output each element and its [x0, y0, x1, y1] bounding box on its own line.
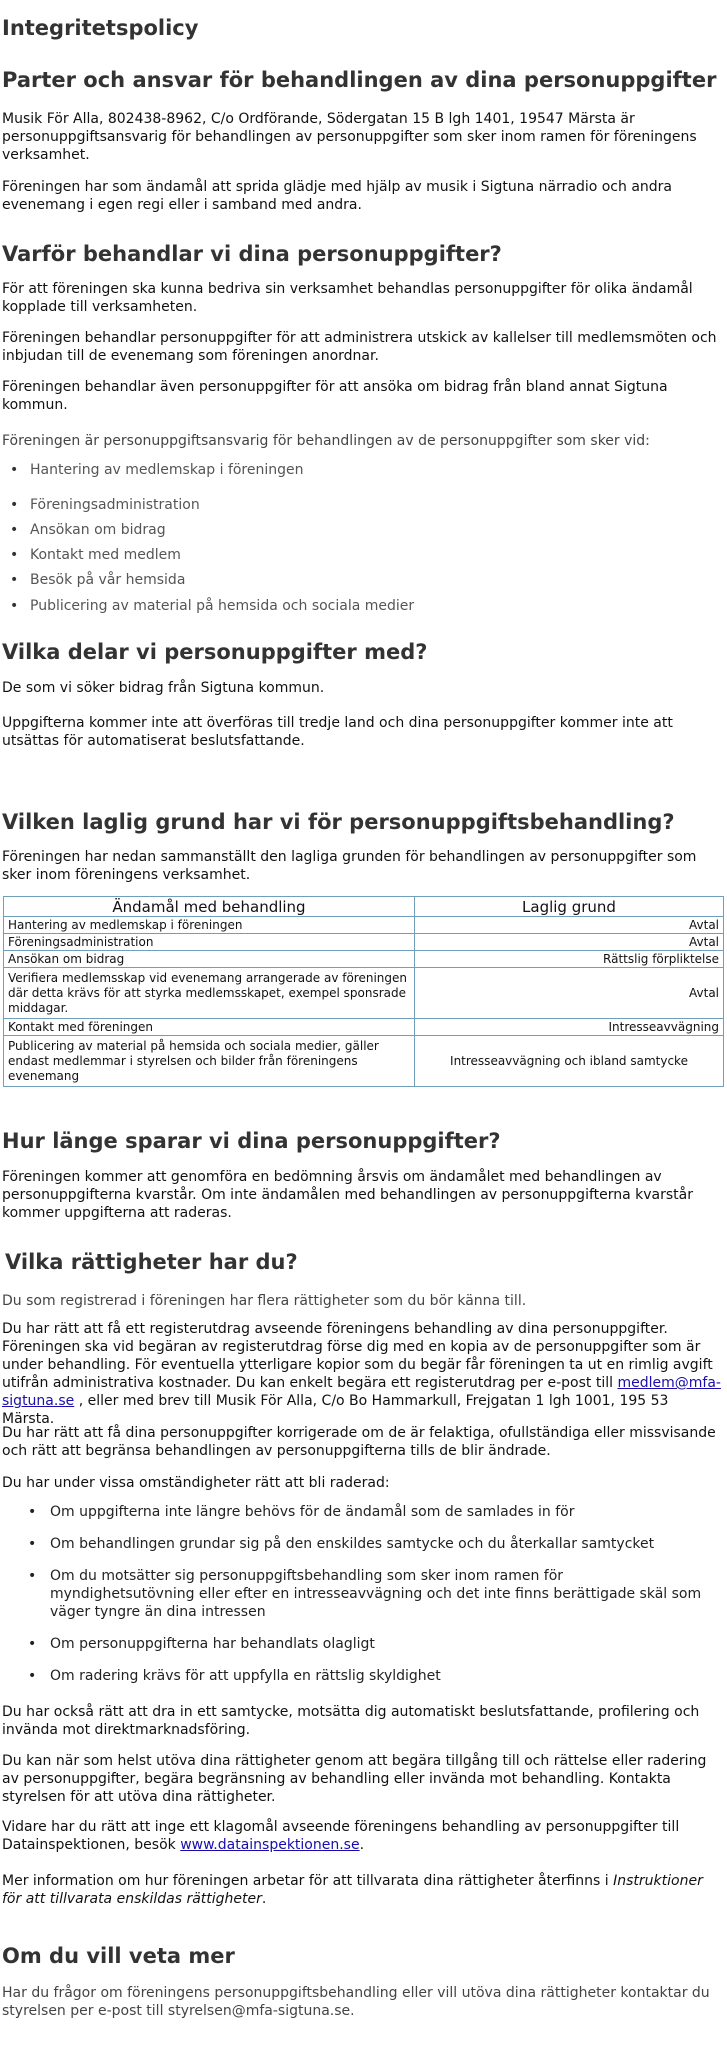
parter-text-2: Föreningen har som ändamål att sprida glädje med hjälp av musik i Sigtuna närradio och andra evenemang i egen regi eller i samband med andra.	[2, 179, 673, 213]
table-row	[4, 1036, 724, 1087]
rattigheter-text-2-end: , eller med brev till Musik För Alla, C/o Bo Hammarkull, Frejgatan 1 lgh 1001, 195 53 Märsta.	[2, 1393, 669, 1427]
table-cell-purpose: Publicering av material på hemsida och sociala medier, gäller endast medlemmar i styrelsen och bilder från föreningens evenemang	[4, 1036, 415, 1087]
list-item: • Kontakt med medlem	[0, 546, 700, 564]
varfor-text-3: Föreningen behandlar även personuppgifter för att ansöka om bidrag från bland annat Sigtuna kommun.	[2, 379, 668, 413]
rattigheter-text-7	[2, 1818, 722, 1854]
table-cell-basis: Intresseavvägning och ibland samtycke	[415, 1036, 724, 1087]
list-item: • Om du motsätter sig personuppgiftsbehandling som sker inom ramen för myndighetsutövning eller efter en intresseavvägning och det inte finns berättigade skäl som väger tyngre än dina intressen	[0, 1567, 710, 1621]
delar-text-1: De som vi söker bidrag från Sigtuna kommun.	[2, 680, 325, 696]
list-item: • Om personuppgifterna har behandlats olagligt	[0, 1635, 720, 1653]
delar-text-2: Uppgifterna kommer inte att överföras till tredje land och dina personuppgifter kommer inte att utsättas för automatiserat beslutsfattande.	[2, 715, 673, 749]
table-row	[4, 934, 724, 951]
list-item: • Om behandlingen grundar sig på den enskildes samtycke och du återkallar samtycket	[0, 1535, 720, 1553]
rattigheter-text-4: Du har under vissa omständigheter rätt att bli raderad:	[2, 1475, 390, 1491]
heading-veta-mer: Om du vill veta mer	[2, 1944, 235, 1968]
grund-text-1: Föreningen har nedan sammanställt den lagliga grunden för behandlingen av personuppgifter som sker inom föreningens verksamhet.	[2, 849, 697, 883]
rattigheter-list	[0, 1503, 720, 1685]
rattigheter-text-2-start: Du har rätt att få ett registerutdrag avseende föreningens behandling av dina personuppgifter. Föreningen ska vid begäran av registerutdrag förse dig med en kopia av de personuppgifter som är under behandling. För eventuella ytterligare kopior som du begär får föreningen ta ut en rimlig avgift utifrån administrativa kostnader. Du kan enkelt begära ett registerutdrag per e-post till	[2, 1321, 713, 1391]
varfor-text-4: Föreningen är personuppgiftsansvarig för behandlingen av de personuppgifter som sker vid:	[2, 433, 650, 449]
table-cell-purpose: Ansökan om bidrag	[4, 951, 415, 968]
list-item: • Ansökan om bidrag	[0, 521, 700, 539]
rattigheter-text-8-start: Mer information om hur föreningen arbetar för att tillvarata dina rättigheter återfinns i	[2, 1873, 609, 1889]
table-cell-purpose: Verifiera medlemsskap vid evenemang arrangerade av föreningen där detta krävs för att styrka medlemsskapet, exempel sponsrade middagar.	[4, 968, 415, 1019]
list-item: • Hantering av medlemskap i föreningen	[0, 461, 700, 479]
table-row	[4, 951, 724, 968]
table-row	[4, 917, 724, 934]
heading-delar: Vilka delar vi personuppgifter med?	[2, 640, 428, 664]
table-cell-purpose: Föreningsadministration	[4, 934, 415, 951]
heading-sparar: Hur länge sparar vi dina personuppgifter?	[2, 1129, 501, 1153]
rattigheter-text-8	[2, 1872, 722, 1908]
rattigheter-text-2	[2, 1320, 722, 1428]
heading-parter: Parter och ansvar för behandlingen av dina personuppgifter	[2, 68, 717, 92]
veta-mer-text-1: Har du frågor om föreningens personuppgiftsbehandling eller vill utöva dina rättigheter kontaktar du styrelsen per e-post till styrelsen@mfa-sigtuna.se.	[2, 1985, 710, 2019]
rattigheter-text-7-end: .	[359, 1837, 365, 1853]
table-cell-basis: Avtal	[415, 934, 724, 951]
varfor-text-1: För att föreningen ska kunna bedriva sin verksamhet behandlas personuppgifter för olika ändamål kopplade till verksamheten.	[2, 281, 693, 315]
rattigheter-text-1: Du som registrerad i föreningen har flera rättigheter som du bör känna till.	[2, 1293, 527, 1309]
list-item: • Om uppgifterna inte längre behövs för de ändamål som de samlades in för	[0, 1503, 720, 1521]
table-header: Laglig grund	[415, 897, 724, 917]
varfor-list	[0, 461, 700, 615]
table-cell-basis: Avtal	[415, 968, 724, 1019]
member-email-link[interactable]: medlem@mfa-sigtuna.se	[2, 1375, 721, 1409]
table-row	[4, 968, 724, 1019]
rattigheter-text-8-end: .	[261, 1891, 267, 1907]
parter-text-1: Musik För Alla, 802438-8962, C/o Ordförande, Södergatan 15 B lgh 1401, 19547 Märsta är personuppgiftsansvarig för behandlingen av personuppgifter som sker inom ramen för föreningens verksamhet.	[2, 111, 697, 163]
rattigheter-text-7-start: Vidare har du rätt att inge ett klagomål avseende föreningens behandling av personuppgifter till Datainspektionen, besök	[2, 1819, 680, 1853]
rattigheter-text-3: Du har rätt att få dina personuppgifter korrigerade om de är felaktiga, ofullständiga eller missvisande och rätt att begränsa behandlingen av personuppgifterna tills de blir ändrade.	[2, 1425, 716, 1459]
table-cell-purpose: Kontakt med föreningen	[4, 1019, 415, 1036]
list-item: • Publicering av material på hemsida och sociala medier	[0, 597, 700, 615]
heading-grund: Vilken laglig grund har vi för personuppgiftsbehandling?	[2, 810, 675, 834]
varfor-text-2: Föreningen behandlar personuppgifter för att administrera utskick av kallelser till medlemsmöten och inbjudan till de evenemang som föreningen anordnar.	[2, 330, 717, 364]
table-cell-basis: Avtal	[415, 917, 724, 934]
page-title: Integritetspolicy	[2, 16, 199, 40]
sparar-text-1: Föreningen kommer att genomföra en bedömning årsvis om ändamålet med behandlingen av personuppgifterna kvarstår. Om inte ändamålen med behandlingen av personuppgifterna kvarstår kommer uppgifterna att raderas.	[2, 1169, 693, 1221]
table-header: Ändamål med behandling	[4, 897, 415, 917]
legal-basis-table	[3, 896, 724, 1087]
list-item: • Besök på vår hemsida	[0, 571, 700, 589]
heading-rattigheter: Vilka rättigheter har du?	[5, 1250, 298, 1274]
heading-varfor: Varför behandlar vi dina personuppgifter?	[2, 242, 502, 266]
list-item: • Om radering krävs för att uppfylla en rättslig skyldighet	[0, 1667, 720, 1685]
table-row	[4, 1019, 724, 1036]
table-cell-basis: Intresseavvägning	[415, 1019, 724, 1036]
instructions-title: Instruktioner för att tillvarata enskildas rättigheter	[2, 1873, 703, 1907]
list-item: • Föreningsadministration	[0, 496, 700, 514]
table-header-row	[4, 897, 724, 917]
table-cell-basis: Rättslig förpliktelse	[415, 951, 724, 968]
table-cell-purpose: Hantering av medlemskap i föreningen	[4, 917, 415, 934]
datainspektionen-link[interactable]: www.datainspektionen.se	[180, 1837, 360, 1853]
rattigheter-text-5: Du har också rätt att dra in ett samtycke, motsätta dig automatiskt beslutsfattande, profilering och invända mot direktmarknadsföring.	[2, 1704, 700, 1738]
rattigheter-text-6: Du kan när som helst utöva dina rättigheter genom att begära tillgång till och rättelse eller radering av personuppgifter, begära begränsning av behandling eller invända mot behandling. Kontakta styrelsen för att utöva dina rättigheter.	[2, 1753, 707, 1805]
